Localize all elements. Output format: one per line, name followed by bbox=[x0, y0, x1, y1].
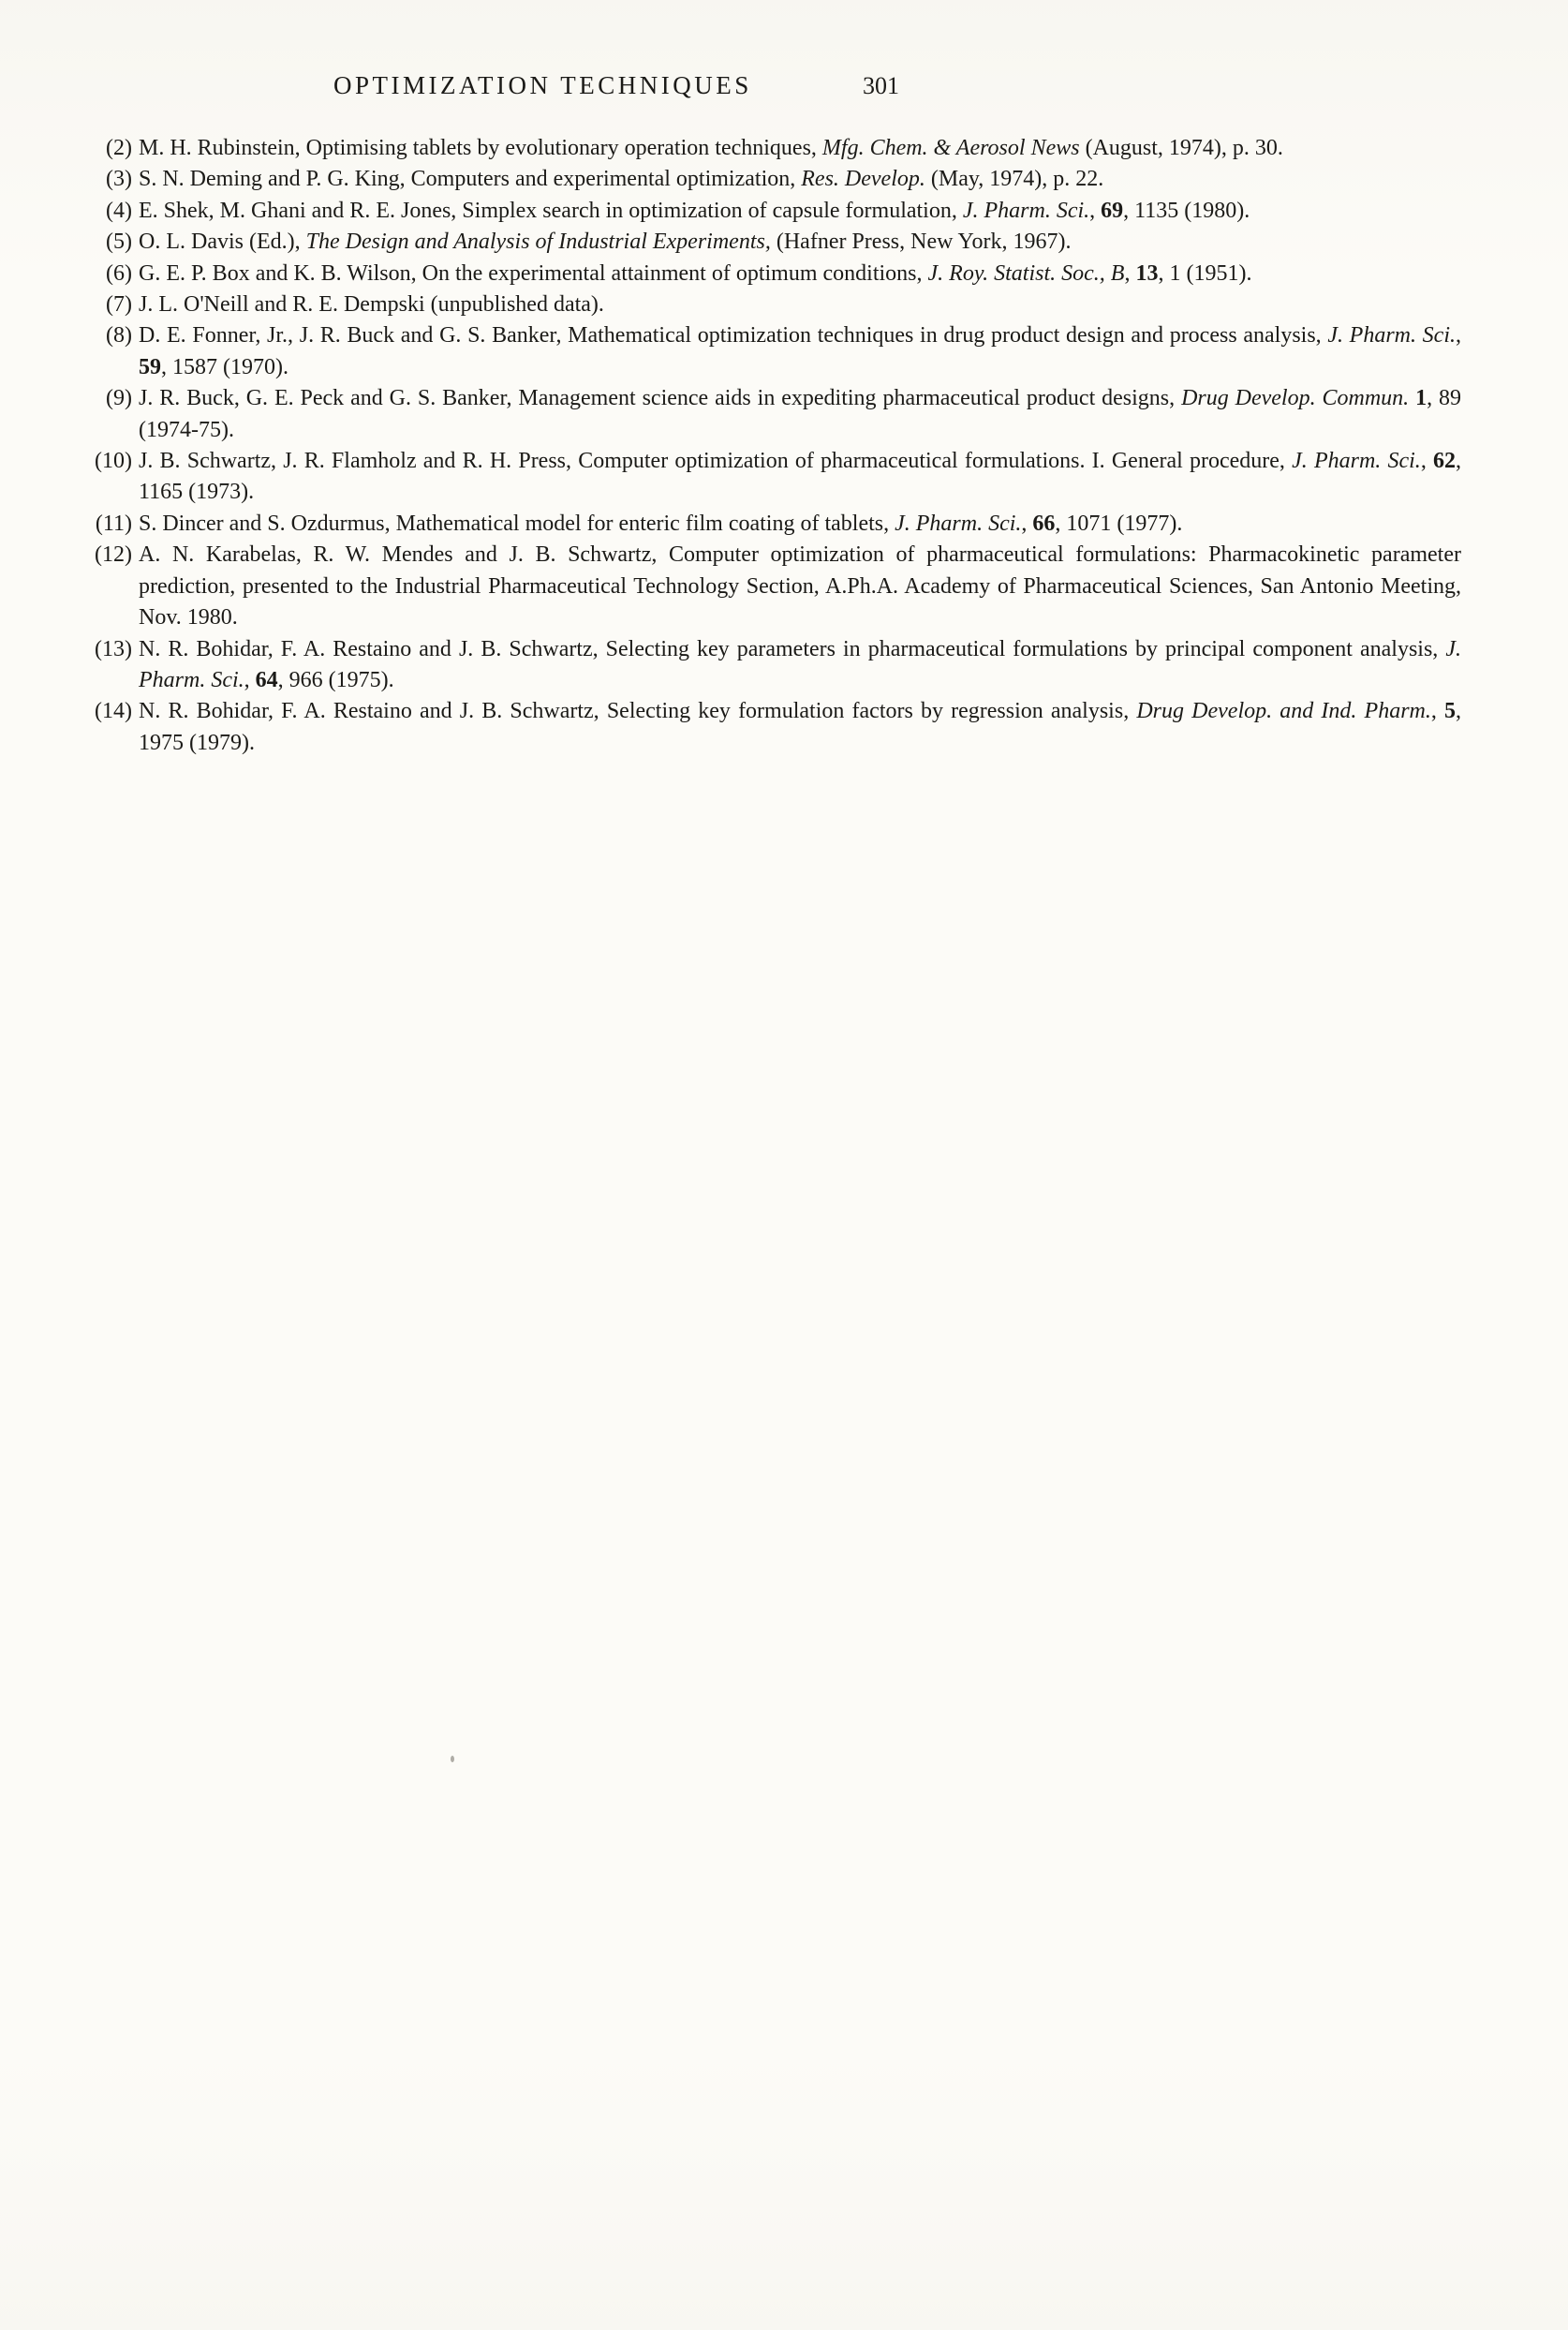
reference-item bbox=[106, 133, 1461, 164]
reference-segment: 59 bbox=[139, 354, 161, 379]
page-title: OPTIMIZATION TECHNIQUES bbox=[333, 71, 752, 99]
reference-segment: (August, 1974), p. 30. bbox=[1079, 136, 1283, 160]
reference-text bbox=[139, 637, 1461, 692]
reference-text bbox=[139, 542, 1461, 630]
reference-number: (9) bbox=[106, 386, 132, 411]
reference-segment: , bbox=[1430, 699, 1444, 724]
reference-segment: N. R. Bohidar, F. A. Restaino and J. B. Schwartz, Selecting key parameters in pharmaceutical formulations by principal component analysis, bbox=[139, 636, 1446, 661]
reference-segment: , 966 (1975). bbox=[277, 667, 394, 692]
reference-segment: G. E. P. Box and K. B. Wilson, On the experimental attainment of optimum conditions, bbox=[139, 260, 928, 286]
reference-text bbox=[139, 230, 1071, 254]
reference-segment: J. B. Schwartz, J. R. Flamholz and R. H. Press, Computer optimization of pharmaceutical formulations. I. General procedure, bbox=[139, 449, 1293, 474]
reference-text bbox=[139, 512, 1182, 536]
reference-segment: O. L. Davis (Ed.), bbox=[139, 230, 306, 255]
reference-segment: J. Pharm. Sci. bbox=[895, 511, 1022, 536]
reference-segment: 66 bbox=[1032, 511, 1056, 536]
reference-item bbox=[106, 320, 1461, 383]
reference-segment: 64 bbox=[255, 667, 278, 692]
reference-segment: 62 bbox=[1433, 449, 1457, 474]
reference-item bbox=[106, 164, 1461, 195]
reference-segment: N. R. Bohidar, F. A. Restaino and J. B. Schwartz, Selecting key formulation factors by regression analysis, bbox=[139, 699, 1137, 724]
reference-segment: 5 bbox=[1444, 699, 1456, 724]
reference-segment: , 1165 (1973). bbox=[139, 449, 1462, 505]
reference-item bbox=[106, 227, 1461, 258]
reference-segment: , 89 (1974-75). bbox=[139, 386, 1461, 442]
reference-segment: , 1 (1951). bbox=[1158, 260, 1252, 286]
references-list bbox=[95, 133, 1462, 759]
reference-number: (5) bbox=[106, 230, 132, 255]
reference-segment: J. Roy. Statist. Soc., B bbox=[927, 260, 1125, 286]
reference-item bbox=[106, 289, 1461, 320]
reference-text bbox=[139, 167, 1103, 191]
reference-segment: , bbox=[1456, 323, 1461, 349]
reference-text bbox=[139, 261, 1251, 286]
reference-number: (12) bbox=[95, 542, 132, 568]
reference-segment: Drug Develop. and Ind. Pharm. bbox=[1136, 699, 1431, 724]
reference-segment: J. R. Buck, G. E. Peck and G. S. Banker, Management science aids in expediting pharmaceutical product designs, bbox=[139, 386, 1182, 411]
reference-text bbox=[139, 699, 1461, 754]
reference-segment: D. E. Fonner, Jr., J. R. Buck and G. S. Banker, Mathematical optimization techniques in drug product design and process analysis, bbox=[139, 323, 1328, 349]
reference-text bbox=[139, 323, 1461, 378]
reference-item bbox=[95, 540, 1461, 633]
reference-text bbox=[139, 292, 604, 317]
reference-segment: , bbox=[1089, 198, 1102, 223]
reference-text bbox=[139, 199, 1250, 223]
reference-segment: , 1975 (1979). bbox=[139, 699, 1461, 755]
reference-number: (6) bbox=[106, 260, 132, 286]
scan-speck-artifact bbox=[451, 1756, 454, 1762]
reference-segment: M. H. Rubinstein, Optimising tablets by evolutionary operation techniques, bbox=[139, 136, 822, 160]
reference-segment: , bbox=[1124, 260, 1136, 286]
reference-item bbox=[95, 696, 1461, 759]
reference-item bbox=[95, 634, 1461, 697]
reference-segment: Res. Develop. bbox=[801, 167, 925, 192]
reference-text bbox=[139, 136, 1283, 160]
reference-number: (3) bbox=[106, 167, 132, 192]
reference-number: (8) bbox=[106, 323, 132, 349]
reference-segment: Drug Develop. Commun. bbox=[1181, 386, 1410, 411]
reference-segment: S. N. Deming and P. G. King, Computers and experimental optimization, bbox=[139, 167, 802, 192]
reference-segment: A. N. Karabelas, R. W. Mendes and J. B. Schwartz, Computer optimization of pharmaceutical formulations: Pharmacokinetic parameter prediction, presented to the Industrial Pharmaceutical Technology Section, A.Ph.A. Academy of Pharmaceutical Sciences, San Antonio Meeting, Nov. 1980. bbox=[139, 542, 1461, 631]
reference-segment: , bbox=[1420, 449, 1434, 474]
reference-number: (11) bbox=[95, 511, 132, 536]
reference-text bbox=[139, 386, 1461, 441]
reference-text bbox=[139, 449, 1461, 504]
reference-segment: , bbox=[1021, 511, 1033, 536]
reference-segment: 13 bbox=[1135, 260, 1159, 286]
running-header bbox=[0, 71, 1568, 111]
reference-segment: (May, 1974), p. 22. bbox=[925, 167, 1104, 192]
reference-segment: , 1135 (1980). bbox=[1123, 198, 1250, 223]
reference-item bbox=[106, 383, 1461, 446]
reference-number: (13) bbox=[95, 636, 132, 661]
reference-segment: E. Shek, M. Ghani and R. E. Jones, Simplex search in optimization of capsule formulation, bbox=[139, 198, 963, 223]
reference-item bbox=[106, 196, 1461, 227]
reference-segment: Mfg. Chem. & Aerosol News bbox=[821, 136, 1080, 160]
reference-segment: , 1587 (1970). bbox=[161, 354, 288, 379]
reference-segment: J. Pharm. Sci. bbox=[1292, 449, 1421, 474]
reference-segment: , bbox=[244, 667, 256, 692]
reference-item bbox=[95, 509, 1461, 540]
reference-number: (7) bbox=[106, 292, 132, 318]
reference-number: (4) bbox=[106, 198, 132, 223]
page-number: 301 bbox=[863, 72, 899, 99]
reference-item bbox=[106, 259, 1461, 289]
reference-item bbox=[95, 446, 1462, 509]
reference-number: (10) bbox=[95, 449, 132, 474]
reference-segment: 1 bbox=[1415, 386, 1427, 411]
reference-segment: , 1071 (1977). bbox=[1055, 511, 1183, 536]
reference-segment: (Hafner Press, New York, 1967). bbox=[770, 230, 1072, 255]
reference-segment: 69 bbox=[1101, 198, 1124, 223]
reference-segment: J. Pharm. Sci. bbox=[962, 198, 1090, 223]
reference-number: (2) bbox=[106, 136, 132, 160]
reference-segment: J. Pharm. Sci. bbox=[139, 636, 1461, 692]
reference-segment: J. L. O'Neill and R. E. Dempski (unpublished data). bbox=[139, 292, 604, 318]
reference-segment: J. Pharm. Sci. bbox=[1327, 323, 1456, 349]
reference-segment: S. Dincer and S. Ozdurmus, Mathematical model for enteric film coating of tablets, bbox=[139, 511, 895, 536]
reference-number: (14) bbox=[95, 699, 132, 724]
reference-segment: The Design and Analysis of Industrial Experiments, bbox=[305, 230, 771, 255]
